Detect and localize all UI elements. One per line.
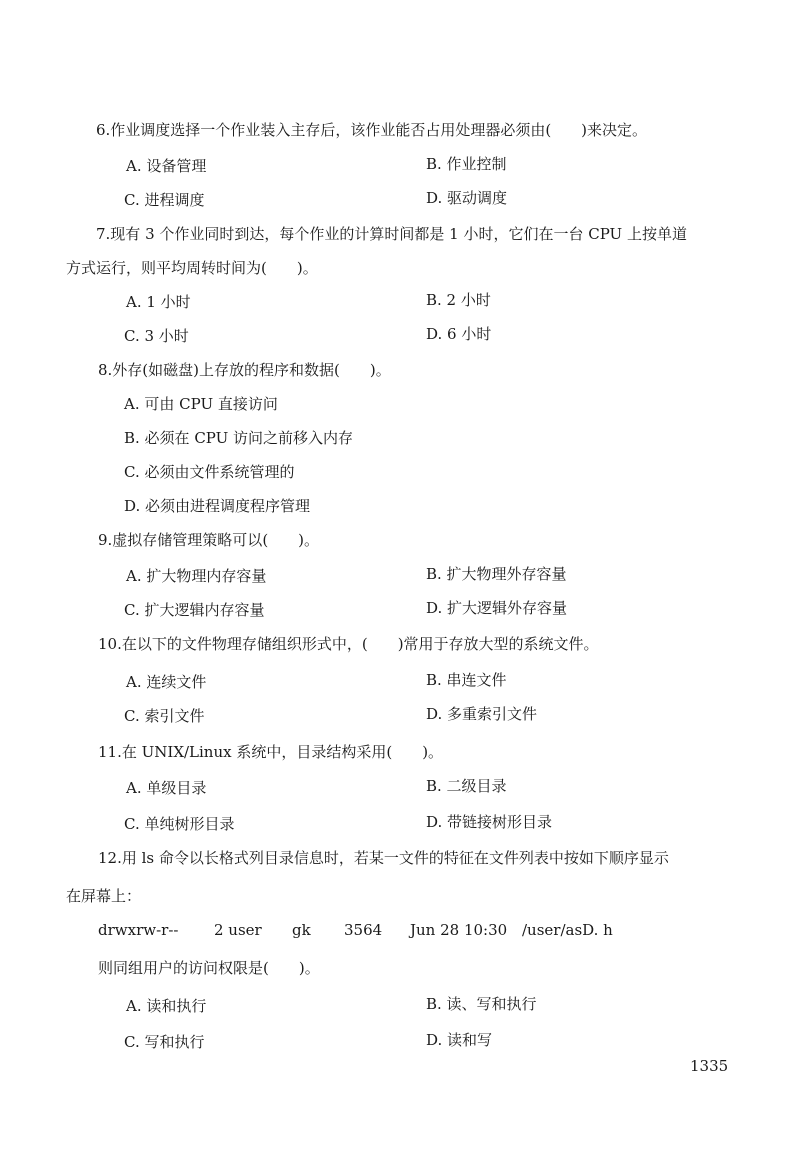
question-12-stem: 12.用 ls 命令以长格式列目录信息时，若某一文件的特征在文件列表中按如下顺序显示 [98, 849, 669, 867]
question-6-stem: 6.作业调度选择一个作业装入主存后，该作业能否占用处理器必须由( )来决定。 [96, 121, 648, 139]
question-11-option-a: A. 单级目录 [126, 779, 207, 797]
listing-date: Jun 28 10:30 [410, 921, 508, 939]
question-12-option-c: C. 写和执行 [124, 1033, 205, 1051]
question-8-stem: 8.外存(如磁盘)上存放的程序和数据( )。 [98, 361, 391, 379]
question-7-option-d: D. 6 小时 [426, 325, 492, 343]
listing-size: 3564 [344, 921, 383, 939]
question-12-option-b: B. 读、写和执行 [426, 995, 537, 1013]
question-11-option-d: D. 带链接树形目录 [426, 813, 553, 831]
file-listing-line [0, 920, 804, 942]
question-6-option-c: C. 进程调度 [124, 191, 205, 209]
listing-permissions: drwxrw-r-- [98, 921, 179, 939]
question-9-stem: 9.虚拟存储管理策略可以( )。 [98, 531, 320, 549]
question-10-option-c: C. 索引文件 [124, 707, 205, 725]
question-12-stem-cont: 在屏幕上： [66, 887, 142, 905]
question-6-option-b: B. 作业控制 [426, 155, 507, 173]
question-7-option-c: C. 3 小时 [124, 327, 189, 345]
question-7-option-b: B. 2 小时 [426, 291, 491, 309]
question-7-stem: 7.现有 3 个作业同时到达，每个作业的计算时间都是 1 小时，它们在一台 CPU 上按单道 [96, 225, 687, 243]
question-9-option-d: D. 扩大逻辑外存容量 [426, 599, 568, 617]
question-6-option-d: D. 驱动调度 [426, 189, 508, 207]
question-9-option-b: B. 扩大物理外存容量 [426, 565, 567, 583]
question-10-option-b: B. 串连文件 [426, 671, 507, 689]
listing-links-owner: 2 user [214, 921, 262, 939]
question-8-option-b: B. 必须在 CPU 访问之前移入内存 [124, 429, 354, 447]
question-10-option-d: D. 多重索引文件 [426, 705, 538, 723]
page-number: 1335 [690, 1057, 729, 1075]
question-11-option-b: B. 二级目录 [426, 777, 507, 795]
question-8-option-c: C. 必须由文件系统管理的 [124, 463, 295, 481]
question-12-option-d: D. 读和写 [426, 1031, 493, 1049]
question-10-stem: 10.在以下的文件物理存储组织形式中，( )常用于存放大型的系统文件。 [98, 635, 599, 653]
question-7-stem-cont: 方式运行，则平均周转时间为( )。 [66, 259, 318, 277]
question-7-option-a: A. 1 小时 [126, 293, 191, 311]
question-11-stem: 11.在 UNIX/Linux 系统中，目录结构采用( )。 [98, 743, 444, 761]
question-10-option-a: A. 连续文件 [126, 673, 207, 691]
question-12-stem-after: 则同组用户的访问权限是( )。 [98, 959, 320, 977]
question-8-option-d: D. 必须由进程调度程序管理 [124, 497, 311, 515]
question-9-option-a: A. 扩大物理内存容量 [126, 567, 267, 585]
question-8-option-a: A. 可由 CPU 直接访问 [124, 395, 278, 413]
listing-group: gk [292, 921, 311, 939]
question-6-option-a: A. 设备管理 [126, 157, 207, 175]
listing-path: /user/asD. h [522, 921, 613, 939]
question-9-option-c: C. 扩大逻辑内存容量 [124, 601, 265, 619]
question-11-option-c: C. 单纯树形目录 [124, 815, 235, 833]
question-12-option-a: A. 读和执行 [126, 997, 207, 1015]
